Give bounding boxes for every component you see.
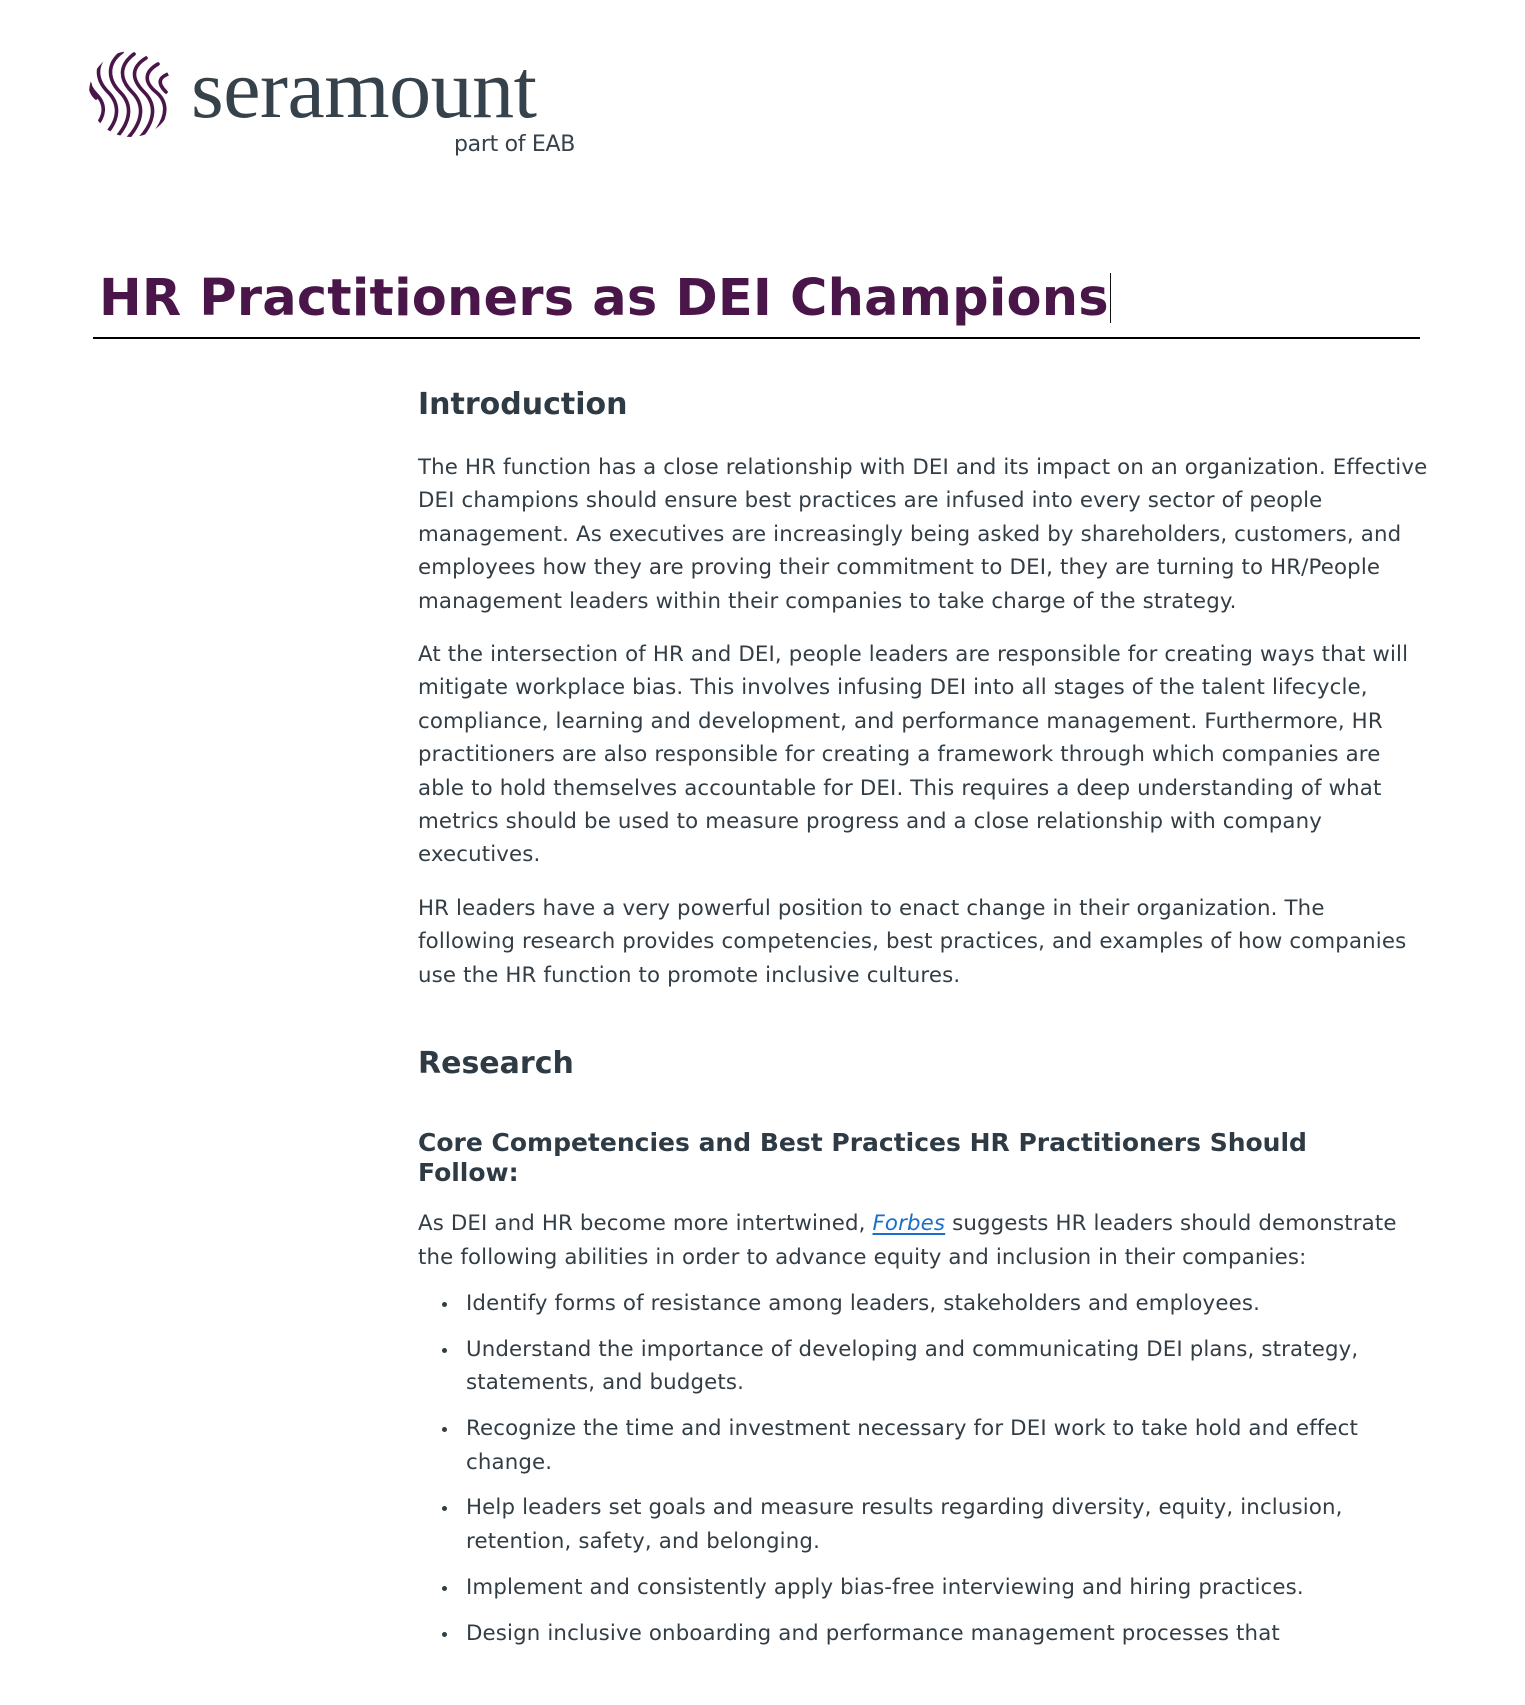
- bullet-icon: [442, 1506, 447, 1511]
- list-item-text: Identify forms of resistance among leaders, stakeholders and employees.: [466, 1290, 1260, 1316]
- intro-paragraph-3: HR leaders have a very powerful position to enact change in their organization. The following research provides competencies, best practices, and examples of how companies use the HR function to promote inclusive cultures.: [418, 895, 1407, 988]
- seramount-logo: [88, 43, 588, 160]
- forbes-link[interactable]: Forbes: [872, 1211, 946, 1237]
- list-item: [418, 1571, 1428, 1604]
- bullet-icon: [442, 1302, 447, 1307]
- document-title-text: HR Practitioners as DEI Champions: [99, 269, 1109, 328]
- document-title[interactable]: [99, 266, 1111, 332]
- list-item: [418, 1412, 1428, 1479]
- seramount-wave-icon: [88, 50, 174, 138]
- list-item: [418, 1491, 1428, 1558]
- document-body: [418, 385, 1428, 1663]
- intro-paragraph-2: At the intersection of HR and DEI, people leaders are responsible for creating ways that will mitigate workplace bias. This involves infusing DEI into all stages of the talent lifecycle, compliance, learning and development, and performance management. Furthermore, HR practitioners are also responsible for creating a framework through which companies are able to hold themselves accountable for DEI. This requires a deep understanding of what metrics should be used to measure progress and a close relationship with company executives.: [418, 642, 1409, 868]
- core-competencies-heading: Core Competencies and Best Practices HR Practitioners Should Follow:: [418, 1128, 1307, 1188]
- forbes-intro-text-before: As DEI and HR become more intertwined,: [418, 1211, 873, 1237]
- brand-tagline: part of EAB: [454, 132, 576, 157]
- list-item: [418, 1287, 1428, 1320]
- list-item-text: Implement and consistently apply bias-free interviewing and hiring practices.: [466, 1574, 1304, 1600]
- list-item-text: Recognize the time and investment necessary for DEI work to take hold and effect change.: [466, 1416, 1359, 1475]
- title-divider: [93, 337, 1420, 339]
- intro-paragraph-1: The HR function has a close relationship with DEI and its impact on an organization. Effective DEI champions should ensure best practices are infused into every sector of people management. As executives are increasingly being asked by shareholders, customers, and employees how they are proving their commitment to DEI, they are turning to HR/People management leaders within their companies to take charge of the strategy.: [418, 455, 1428, 614]
- forbes-intro-text-after: suggests HR leaders should demonstrate the following abilities in order to advance equity and inclusion in their companies:: [418, 1211, 1397, 1270]
- bullet-icon: [442, 1586, 447, 1591]
- list-item: [418, 1617, 1428, 1650]
- bullet-icon: [442, 1632, 447, 1637]
- forbes-intro-paragraph: [418, 1207, 1428, 1274]
- bullet-icon: [442, 1427, 447, 1432]
- competencies-list: [418, 1287, 1428, 1650]
- introduction-heading: Introduction: [418, 387, 628, 422]
- list-item-text: Understand the importance of developing and communicating DEI plans, strategy, statements, and budgets.: [466, 1336, 1359, 1396]
- list-item-text: Design inclusive onboarding and performance management processes that: [466, 1620, 1280, 1646]
- bullet-icon: [442, 1348, 447, 1353]
- list-item: [418, 1333, 1428, 1400]
- research-heading: Research: [418, 1046, 574, 1082]
- text-cursor: [1110, 273, 1112, 323]
- list-item-text: Help leaders set goals and measure results regarding diversity, equity, inclusion, retention, safety, and belonging.: [466, 1495, 1343, 1554]
- brand-wordmark: seramount: [191, 43, 537, 136]
